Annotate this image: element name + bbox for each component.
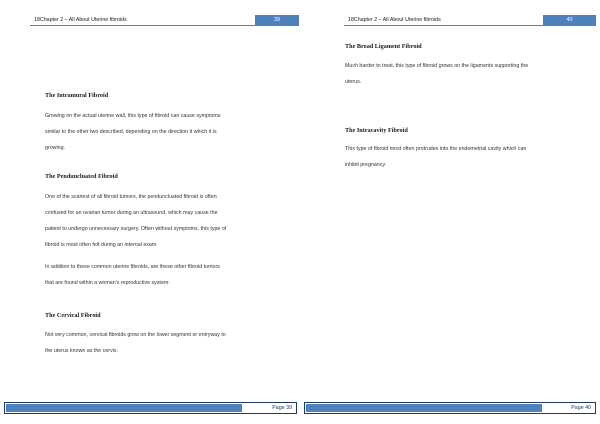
footer-accent-bar — [306, 404, 542, 412]
page-header-title: 18Chapter 2 – All About Uterine fibroids — [34, 17, 127, 23]
section-body-intracavity — [345, 141, 526, 173]
body-line: Much harder to treat, this type of fibroid grows on the ligaments supporting the — [345, 63, 529, 69]
section-body-penduncluated — [45, 189, 226, 253]
footer-accent-bar — [6, 404, 242, 412]
section-heading-intramural: The Intramural Fibroid — [45, 92, 109, 99]
body-line: fibroid is most often felt during an internal exam. — [45, 242, 158, 248]
section-body-cervical — [45, 327, 226, 359]
body-line: confused for an ovarian tumor during an ultrasound, which may cause the — [45, 210, 218, 216]
page-header-title: 18Chapter 2 – All About Uterine fibroids — [348, 17, 441, 23]
body-line: growing. — [45, 145, 66, 151]
body-line: that are found within a woman’s reproductive system: — [45, 280, 170, 286]
page-footer — [4, 402, 297, 414]
body-line: uterus. — [345, 79, 362, 85]
section-body-additional — [45, 259, 220, 291]
footer-page-number: Page 39 — [272, 405, 292, 411]
body-line: the uterus known as the cervix. — [45, 348, 119, 354]
section-heading-broad-ligament: The Broad Ligament Fibroid — [345, 43, 422, 50]
page-header-number: 40 — [543, 15, 596, 25]
body-line: One of the scariest of all fibroid tumors, the penduncluated fibroid is often — [45, 194, 217, 200]
body-line: In addition to these common uterine fibroids, are these other fibroid tumors — [45, 264, 220, 270]
body-line: This type of fibroid most often protrudes into the endometrial cavity which can — [345, 146, 527, 152]
page-footer — [304, 402, 596, 414]
page-header-number: 39 — [255, 15, 299, 25]
body-line: inhibit pregnancy. — [345, 162, 387, 168]
right-page — [300, 0, 600, 424]
header-divider — [30, 25, 299, 26]
section-heading-cervical: The Cervical Fibroid — [45, 312, 101, 319]
header-divider — [344, 25, 596, 26]
body-line: Growing on the actual uterine wall, this type of fibroid can cause symptoms — [45, 113, 221, 119]
section-body-intramural — [45, 108, 220, 156]
body-line: patient to undergo unnecessary surgery. Often without symptoms, this type of — [45, 226, 227, 232]
section-heading-penduncluated: The Penduncluated Fibroid — [45, 173, 118, 180]
section-heading-intracavity: The Intracavity Fibroid — [345, 127, 408, 134]
footer-page-number: Page 40 — [571, 405, 591, 411]
section-body-broad-ligament — [345, 58, 528, 90]
body-line: similar to the other two described, depending on the direction it which it is — [45, 129, 217, 135]
body-line: Not very common, cervical fibroids grow on the lower segment or entryway to — [45, 332, 226, 338]
